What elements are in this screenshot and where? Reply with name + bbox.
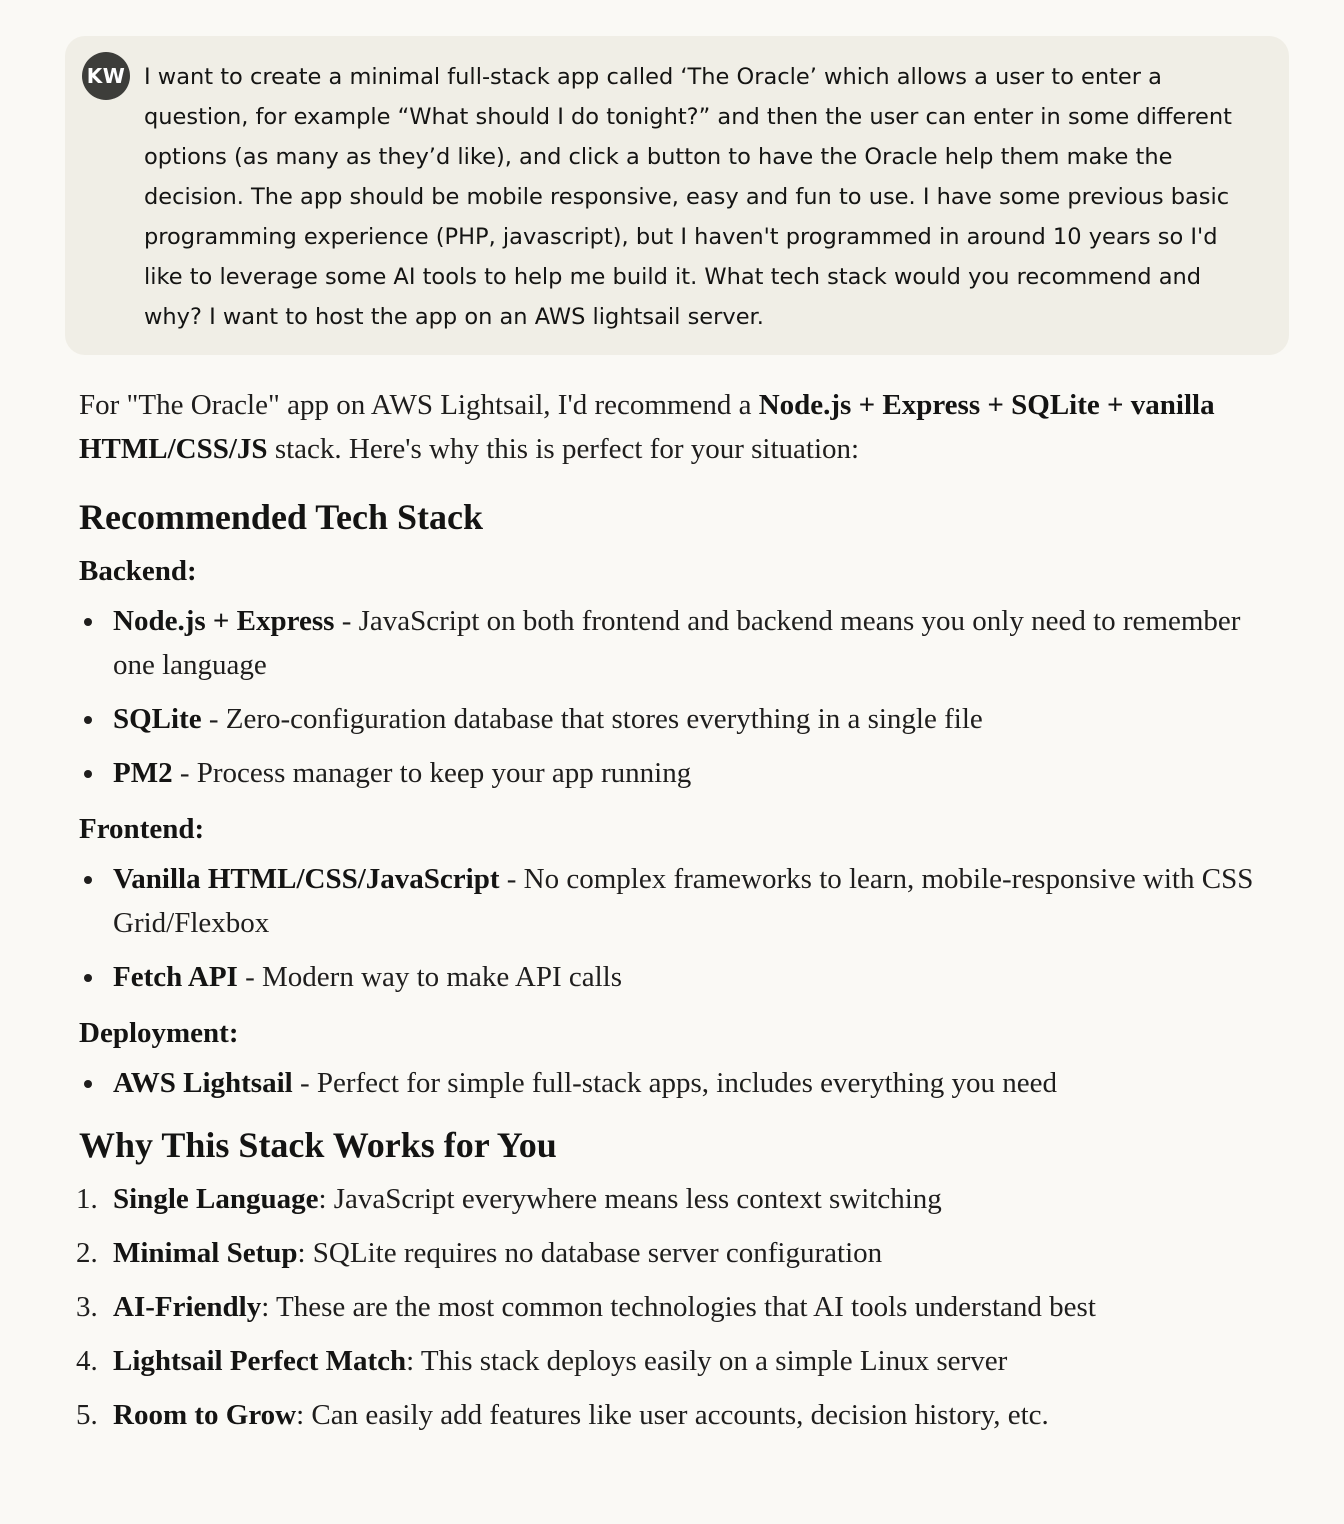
frontend-list: [79, 857, 1269, 999]
item-name: SQLite: [113, 703, 202, 735]
section-title-tech-stack: Recommended Tech Stack: [79, 497, 483, 537]
item-desc: - JavaScript on both frontend and backend means you only need to remember one language: [113, 605, 1241, 681]
user-message-text: I want to create a minimal full-stack app called ‘The Oracle’ which allows a user to enter a question, for example “What should I do tonight?” and then the user can enter in some different options (as many as they’d like), and click a button to have the Oracle help them make the decision. The app should be mobile responsive, easy and fun to use. I have some previous basic programming experience (PHP, javascript), but I haven't programmed in around 10 years so I'd like to leverage some AI tools to help me build it. What tech stack would you recommend and why? I want to host the app on an AWS lightsail server.: [144, 64, 1232, 330]
frontend-heading: Frontend:: [79, 813, 205, 845]
item-name: AI-Friendly: [113, 1291, 262, 1323]
user-avatar: KW: [82, 52, 130, 100]
item-name: Vanilla HTML/CSS/JavaScript: [113, 863, 500, 895]
item-desc: - No complex frameworks to learn, mobile-responsive with CSS Grid/Flexbox: [113, 863, 1254, 939]
item-desc: - Zero-configuration database that stores everything in a single file: [201, 703, 983, 735]
item-name: Fetch API: [113, 961, 238, 993]
item-desc: : Can easily add features like user accounts, decision history, etc.: [296, 1399, 1049, 1431]
list-item: [79, 751, 1269, 795]
list-item: [79, 1061, 1269, 1105]
list-item: [76, 1285, 1269, 1329]
list-item: [76, 1339, 1269, 1383]
assistant-response: [76, 383, 1269, 1447]
section-title-why-stack: Why This Stack Works for You: [79, 1125, 557, 1165]
item-number: 1.: [76, 1183, 98, 1215]
reasons-list: [76, 1177, 1269, 1437]
user-message: [65, 36, 1289, 355]
list-item: [79, 955, 1269, 999]
intro-before: For "The Oracle" app on AWS Lightsail, I'd recommend a: [79, 389, 759, 421]
response-intro: [79, 383, 1269, 471]
intro-after: stack. Here's why this is perfect for your situation:: [267, 433, 860, 465]
deployment-heading: Deployment:: [79, 1017, 239, 1049]
item-number: 3.: [76, 1291, 98, 1323]
item-desc: : This stack deploys easily on a simple Linux server: [406, 1345, 1008, 1377]
item-desc: - Perfect for simple full-stack apps, includes everything you need: [292, 1067, 1057, 1099]
item-number: 5.: [76, 1399, 98, 1431]
list-item: [79, 857, 1269, 945]
backend-heading: Backend:: [79, 555, 197, 587]
list-item: [76, 1393, 1269, 1437]
backend-list: [79, 599, 1269, 795]
item-number: 4.: [76, 1345, 98, 1377]
item-name: Node.js + Express: [113, 605, 335, 637]
list-item: [79, 599, 1269, 687]
item-number: 2.: [76, 1237, 98, 1269]
item-name: Lightsail Perfect Match: [113, 1345, 407, 1377]
list-item: [79, 697, 1269, 741]
item-name: AWS Lightsail: [113, 1067, 293, 1099]
intro-stack: Node.js + Express + SQLite + vanilla HTML/CSS/JS: [79, 389, 1215, 465]
deployment-list: [79, 1061, 1269, 1105]
item-desc: - Process manager to keep your app running: [172, 757, 692, 789]
item-name: PM2: [113, 757, 173, 789]
item-name: Single Language: [113, 1183, 319, 1215]
list-item: [76, 1231, 1269, 1275]
item-name: Room to Grow: [113, 1399, 297, 1431]
item-desc: - Modern way to make API calls: [237, 961, 623, 993]
item-desc: : SQLite requires no database server configuration: [297, 1237, 883, 1269]
item-name: Minimal Setup: [113, 1237, 298, 1269]
item-desc: : These are the most common technologies that AI tools understand best: [261, 1291, 1096, 1323]
item-desc: : JavaScript everywhere means less context switching: [318, 1183, 942, 1215]
list-item: [76, 1177, 1269, 1221]
